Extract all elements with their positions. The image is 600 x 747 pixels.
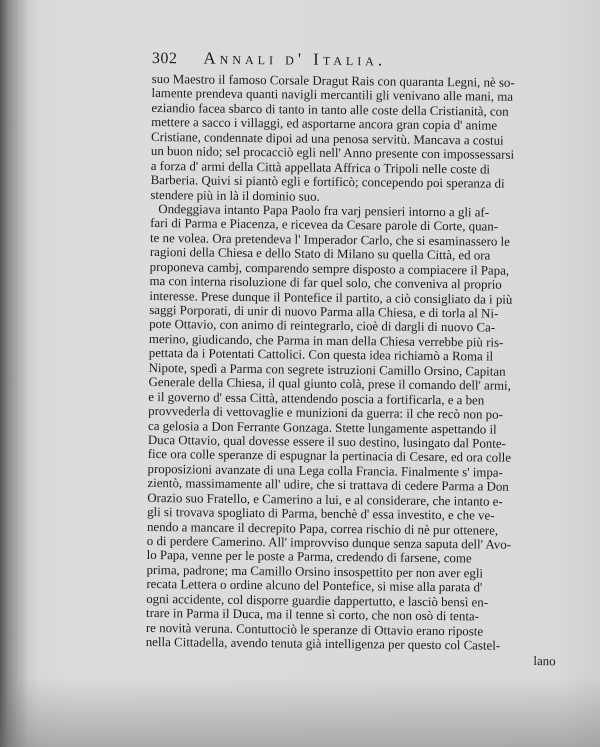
text-line: trare in Parma il Duca, ma il tenne sì corto, che non osò di tenta- (146, 606, 480, 624)
text-line: ca gelosia a Don Ferrante Gonzaga. Stette lungamente aspettando il (147, 418, 497, 437)
text-line: suo Maestro il famoso Corsale Dragut Rais con quaranta Legni, nè so- (151, 71, 515, 90)
running-title: Annali d' Italia. (203, 48, 387, 70)
text-line: provvederla di vettovaglie e munizioni da guerra: il che recò non po- (148, 404, 503, 422)
page-header (152, 48, 562, 74)
text-line: un buon nido; sel procacciò egli nell' Anno presente con impossessarsi (150, 144, 515, 162)
text-line: te ne volea. Ora pretendeva l' Imperador Carlo, che si esaminassero le (149, 230, 510, 249)
body-text (146, 72, 562, 668)
catchword: lano (533, 653, 556, 668)
text-line: Generale della Chiesa, il qual giunto colà, prese il comando dell' armi, (148, 375, 511, 393)
text-line: stendere più in là il dominio suo. (150, 187, 320, 204)
text-line: a forza d' armi della Città appellata Affrica o Tripoli nelle coste di (150, 158, 491, 177)
text-line: Orazio suo Fratello, e Camerino a lui, e al considerare, che intanto e- (147, 490, 503, 509)
page-bottom-shadow (0, 677, 600, 747)
text-line: nella Cittadella, avendo tenuta già intelligenza per questo col Castel- (145, 635, 501, 653)
text-line: fice ora colle speranze di espugnar la pertinacia di Cesare, ed ora colle (147, 447, 512, 466)
text-line: saggi Porporati, di unir di nuovo Parma alla Chiesa, e di torla al Ni- (149, 302, 499, 321)
text-line: e il governo d' essa Città, attendendo poscia a fortificarla, e a ben (148, 389, 485, 408)
text-line: Duca Ottavio, qual dovesse essere il suo destino, lusingato dal Ponte- (147, 432, 506, 451)
text-line: merino, giudicando, che Parma in man della Chiesa verrebbe più ris- (148, 331, 504, 350)
text-line: o di perdere Camerino. All' improvviso dunque senza saputa dell' Avo- (146, 533, 512, 552)
text-line: eziandio facea sbarco di tanto in tanto alle coste della Cristianità, con (151, 100, 509, 119)
text-line: re novità veruna. Contuttociò le speranze di Ottavio erano riposte (145, 620, 484, 639)
page-number: 302 (151, 49, 178, 68)
text-line: Nipote, spedì a Parma con segrete istruzioni Camillo Orsino, Capitan (148, 360, 506, 379)
text-line: prima, padrone; ma Camillo Orsino insospettito per non aver egli (146, 562, 484, 581)
text-line: Cristiane, condennate dipoi ad una penosa servitù. Mancava a costui (150, 129, 504, 148)
text-line: lamente prendeva quanti navigli mercantili gli venivano alle mani, ma (151, 86, 514, 105)
text-line: recata Lettera o ordine alcuno del Pontefice, si mise alla parata d' (146, 577, 483, 595)
text-line: ogni accidente, col disporre guardie dappertutto, e lasciò bensì en- (146, 591, 489, 610)
text-line: pote Ottavio, con animo di reintegrarlo, cioè di dargli di nuovo Ca- (149, 317, 496, 336)
text-line: ma con interna risoluzione di far quel solo, che conveniva al proprio (149, 274, 502, 292)
book-gutter-shadow (0, 0, 28, 747)
book-page (146, 48, 562, 668)
text-line: lo Papa, venne per le poste a Parma, credendo di farsene, come (146, 548, 472, 566)
text-line: gli si trovava spogliato di Parma, benchè d' essa investito, e che ve- (147, 505, 495, 523)
text-line: fari di Parma e Piacenza, e ricevea da Cesare parole di Corte, quan- (150, 216, 499, 235)
text-line: pettata da i Potentati Cattolici. Con questa idea richiamò a Roma il (148, 346, 494, 364)
text-line: ragioni della Chiesa e dello Stato di Milano su quella Città, ed ora (149, 245, 491, 263)
text-line: interesse. Prese dunque il Pontefice il partito, a ciò consigliato da i più (149, 288, 513, 307)
text-line: zientò, massimamente all' udire, che si trattava di cedere Parma a Don (147, 476, 509, 495)
text-line: proposizioni avanzate di una Lega colla Francia. Finalmente s' impa- (147, 461, 503, 480)
text-line: mettere a sacco i villaggi, ed asportarne ancora gran copia d' anime (151, 115, 498, 133)
text-line: proponeva cambj, comparendo sempre disposto a compiacere il Papa, (149, 259, 510, 278)
text-line: nendo a mancare il decrepito Papa, correa rischio di nè pur ottenere, (146, 519, 499, 538)
text-line: Barberia. Quivi si piantò egli e fortificò; concependo poi speranza di (150, 173, 505, 191)
paragraph-start-line: Ondeggiava intanto Papa Paolo fra varj pensieri intorno a gli af- (158, 202, 490, 220)
